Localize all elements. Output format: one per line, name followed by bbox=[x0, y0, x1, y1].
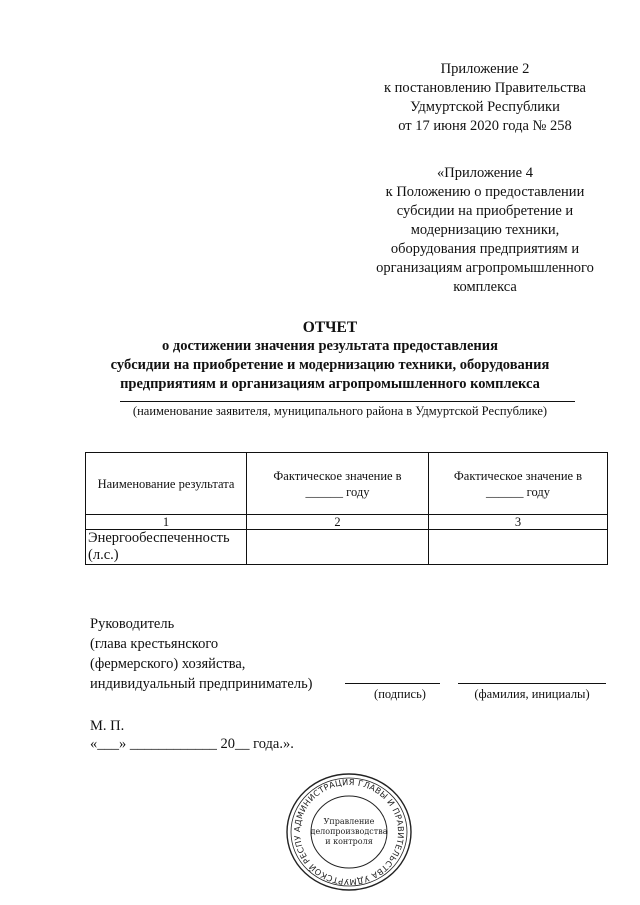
column-number: 1 bbox=[86, 515, 247, 530]
report-subtitle-line: предприятиям и организациям агропромышленного комплекса bbox=[120, 376, 540, 392]
signatory-line: (фермерского) хозяйства, bbox=[90, 656, 246, 672]
appendix-inner-line: к Положению о предоставлении bbox=[385, 184, 585, 200]
signature-caption: (подпись) bbox=[374, 687, 426, 701]
applicant-name-line bbox=[120, 401, 575, 402]
header-actual-value-1 bbox=[247, 453, 429, 515]
appendix-inner-header bbox=[360, 164, 610, 297]
result-unit: (л.с.) bbox=[88, 547, 119, 563]
appendix-line: к постановлению Правительства bbox=[384, 80, 586, 96]
stamp-center-line: Управление bbox=[323, 817, 375, 826]
table-row bbox=[86, 530, 608, 565]
result-name-cell bbox=[86, 530, 247, 565]
header-actual-value-2 bbox=[429, 453, 608, 515]
signature-line bbox=[345, 683, 440, 684]
full-name-line bbox=[458, 683, 606, 684]
signatory-line: индивидуальный предприниматель) bbox=[90, 676, 313, 692]
signatory-line: (глава крестьянского bbox=[90, 636, 219, 652]
head-signature-block bbox=[90, 614, 313, 694]
table-number-row bbox=[86, 515, 608, 530]
table-header-row bbox=[86, 453, 608, 515]
appendix-inner-line: комплекса bbox=[453, 279, 517, 295]
appendix-line: от 17 июня 2020 года № 258 bbox=[398, 118, 572, 134]
header-text: Фактическое значение в bbox=[273, 468, 402, 483]
header-text: Фактическое значение в bbox=[453, 468, 583, 483]
stamp-center-line: делопроизводства bbox=[310, 827, 388, 836]
applicant-name-caption: (наименование заявителя, муниципального района в Удмуртской Республике) bbox=[132, 404, 548, 418]
report-title: ОТЧЕТ bbox=[302, 319, 358, 336]
header-year-blank: ______ году bbox=[305, 484, 370, 499]
seal-place-label: М. П. bbox=[90, 718, 125, 734]
stamp-center-line: и контроля bbox=[325, 837, 373, 846]
header-year-blank: ______ году bbox=[486, 484, 550, 499]
column-number: 3 bbox=[429, 515, 608, 530]
report-subtitle-line: о достижении значения результата предоставления bbox=[162, 338, 498, 354]
results-table bbox=[85, 452, 608, 565]
appendix-inner-line: оборудования предприятиям и bbox=[390, 241, 580, 257]
stamp-ring-text: АДМИНИСТРАЦИЯ ГЛАВЫ И ПРАВИТЕЛЬСТВА УДМУРТСКОЙ РЕСПУ bbox=[291, 776, 407, 888]
column-number: 2 bbox=[247, 515, 429, 530]
header-result-name: Наименование результата bbox=[86, 453, 247, 515]
result-name: Энергообеспеченность bbox=[88, 530, 230, 546]
appendix-line: Приложение 2 bbox=[440, 61, 530, 77]
value-cell-1 bbox=[247, 530, 429, 565]
appendix-header bbox=[360, 60, 610, 136]
appendix-inner-line: «Приложение 4 bbox=[437, 165, 533, 181]
full-name-caption: (фамилия, инициалы) bbox=[474, 687, 590, 701]
value-cell-2 bbox=[429, 530, 608, 565]
stamp-seal-icon bbox=[284, 772, 414, 892]
official-stamp bbox=[284, 772, 414, 892]
appendix-inner-line: организациям агропромышленного bbox=[376, 260, 594, 276]
appendix-inner-line: субсидии на приобретение и bbox=[396, 203, 574, 219]
appendix-line: Удмуртской Республики bbox=[410, 99, 560, 115]
report-title-block bbox=[60, 318, 600, 394]
report-subtitle-line: субсидии на приобретение и модернизацию техники, оборудования bbox=[110, 357, 550, 373]
appendix-inner-line: модернизацию техники, bbox=[410, 222, 560, 238]
signatory-line: Руководитель bbox=[90, 616, 175, 632]
date-line: «___» ____________ 20__ года.». bbox=[90, 736, 294, 752]
